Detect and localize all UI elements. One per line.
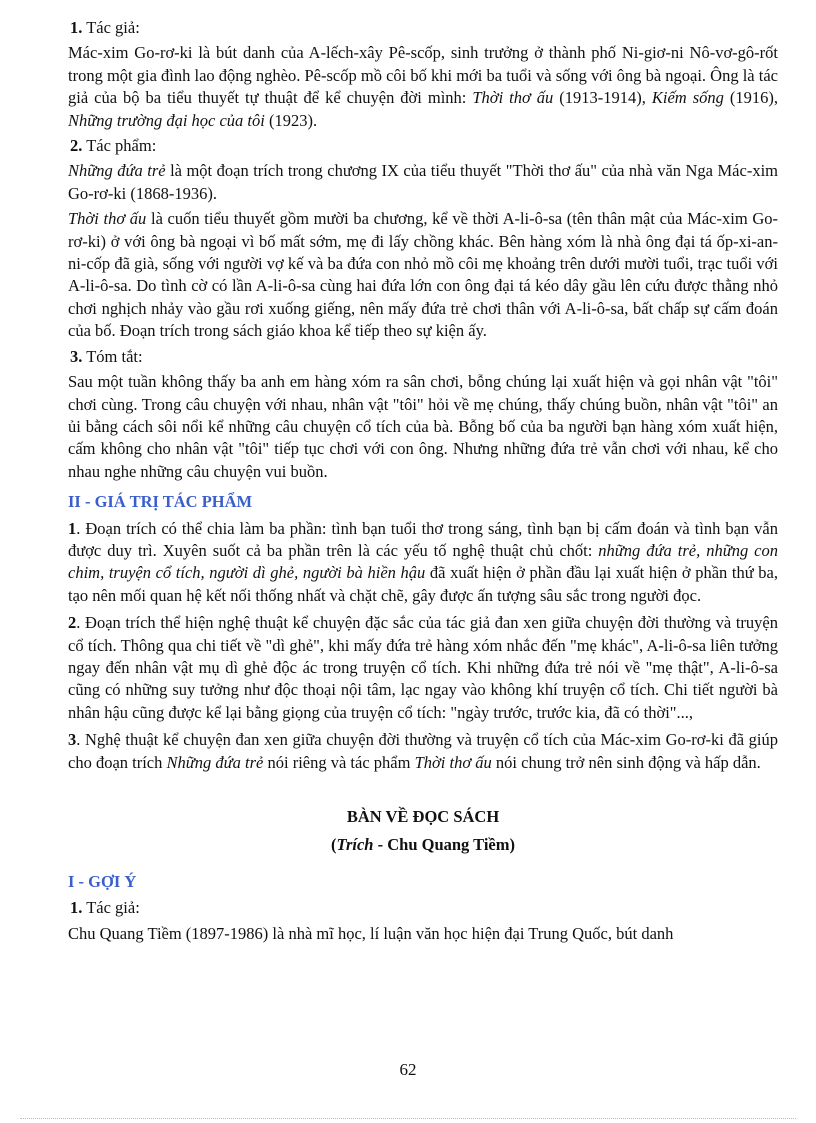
work-paragraph-1: Những đứa trẻ là một đoạn trích trong chương IX của tiểu thuyết "Thời thơ ấu" của nhà văn Nga Mác-xim Go-rơ-ki (1868-1936).	[68, 161, 778, 203]
heading-author-2: 1. Tác giả:	[70, 898, 140, 918]
heading-work: 2. Tác phẩm:	[70, 136, 157, 156]
value-paragraph-3: 3. Nghệ thuật kể chuyện đan xen giữa chuyện đời thường và truyện cổ tích của Mác-xim Go-rơ-ki đã giúp cho đoạn trích Những đứa trẻ nói riêng và tác phẩm Thời thơ ấu nói chung trở nên sinh động và hấp dẫn.	[68, 730, 778, 772]
summary-paragraph: Sau một tuần không thấy ba anh em hàng xóm ra sân chơi, bỗng chúng lại xuất hiện và gọi nhân vật "tôi" chơi cùng. Trong câu chuyện với nhau, nhân vật "tôi" hỏi về mẹ chúng, thấy chúng buồn, nhân vật "tôi" an ủi bằng cách sôi nổi kể những câu chuyện cổ tích của bà. Bỗng bố của ba người bạn hàng xóm xuất hiện, cấm không cho nhân vật "tôi" tiếp tục chơi với con ông. Nhưng những đứa trẻ vẫn chơi với nhau, kể cho nhau nghe những câu chuyện vui buồn.	[68, 372, 778, 481]
section-title-value: II - GIÁ TRỊ TÁC PHẨM	[68, 492, 253, 512]
next-subtitle: (Trích - Chu Quang Tiềm)	[331, 835, 515, 855]
author-paragraph: Mác-xim Go-rơ-ki là bút danh của A-lếch-xây Pê-scốp, sinh trưởng ở thành phố Ni-giơ-ni Nô-vơ-gô-rốt trong một gia đình lao động nghèo. Pê-scốp mồ côi bố khi mới ba tuổi và sống với ông bà ngoại. Ông là tác giả của bộ ba tiểu thuyết tự thuật để kể chuyện đời mình: Thời thơ ấu (1913-1914), Kiếm sống (1916), Những trường đại học của tôi (1923).	[68, 43, 778, 130]
heading-summary: 3. Tóm tắt:	[70, 346, 143, 366]
value-paragraph-2: 2. Đoạn trích thể hiện nghệ thuật kể chuyện đặc sắc của tác giả đan xen giữa chuyện đời thường và truyện cổ tích. Thông qua chi tiết về "dì ghẻ", khi mấy đứa trẻ hàng xóm nhắc đến "mẹ khác", A-li-ô-sa liên tưởng ngay đến nhân vật mụ dì ghẻ độc ác trong truyện cổ tích. Khi những đứa trẻ nói về "mẹ thật", A-li-ô-sa cũng có những suy tưởng như độc thoại nội tâm, lạc ngay vào không khí truyện cổ tích. Chi tiết người bà nhân hậu cũng được kể lại bằng giọng của truyện cổ tích: "ngày trước, trước kia, đã có thời"...,	[68, 613, 778, 722]
next-title: BÀN VỀ ĐỌC SÁCH	[346, 807, 500, 826]
section-title-suggest: I - GỢI Ý	[68, 871, 137, 891]
footer-divider	[20, 1118, 796, 1119]
heading-number: 1.	[70, 18, 83, 37]
author-paragraph-2: Chu Quang Tiềm (1897-1986) là nhà mĩ học, lí luận văn học hiện đại Trung Quốc, bút danh	[68, 923, 674, 943]
heading-author	[68, 17, 778, 39]
page-number: 62	[399, 1060, 417, 1079]
value-paragraph-1: 1. Đoạn trích có thể chia làm ba phần: tình bạn tuổi thơ trong sáng, tình bạn bị cấm đoán và tình bạn vẫn được duy trì. Xuyên suốt cả ba phần trên là các yếu tố nghệ thuật chủ chốt: những đứa trẻ, những con chim, truyện cổ tích, người dì ghẻ, người bà hiền hậu đã xuất hiện ở phần đầu lại xuất hiện ở phần thứ ba, tạo nên mối quan hệ kết nối thống nhất và chặt chẽ, gây được ấn tượng sâu sắc trong người đọc.	[68, 518, 779, 605]
page-content	[68, 14, 778, 945]
heading-text: Tác giả:	[86, 18, 140, 37]
work-paragraph-2: Thời thơ ấu là cuốn tiểu thuyết gồm mười ba chương, kể về thời A-li-ô-sa (tên thân mật của Mác-xim Go-rơ-ki) ở với ông bà ngoại vì bố mất sớm, mẹ đi lấy chồng khác. Bên hàng xóm là nhà ông đại tá ốp-xi-an-ni-cốp đã già, sống với người vợ kế và ba đứa con nhỏ mồ côi mẹ khoảng trên dưới mười tuổi, trạc tuổi với A-li-ô-sa. Do tình cờ có lần A-li-ô-sa cùng hai đứa lớn con ông đại tá kéo dây gầu lên cứu được thằng nhỏ chơi nghịch nhảy vào gầu rơi xuống giếng, nên mấy đứa trẻ chơi thân với A-li-ô-sa, bất chấp sự cấm đoán của bố. Đoạn trích trong sách giáo khoa kể tiếp theo sự kiện ấy.	[68, 209, 778, 341]
